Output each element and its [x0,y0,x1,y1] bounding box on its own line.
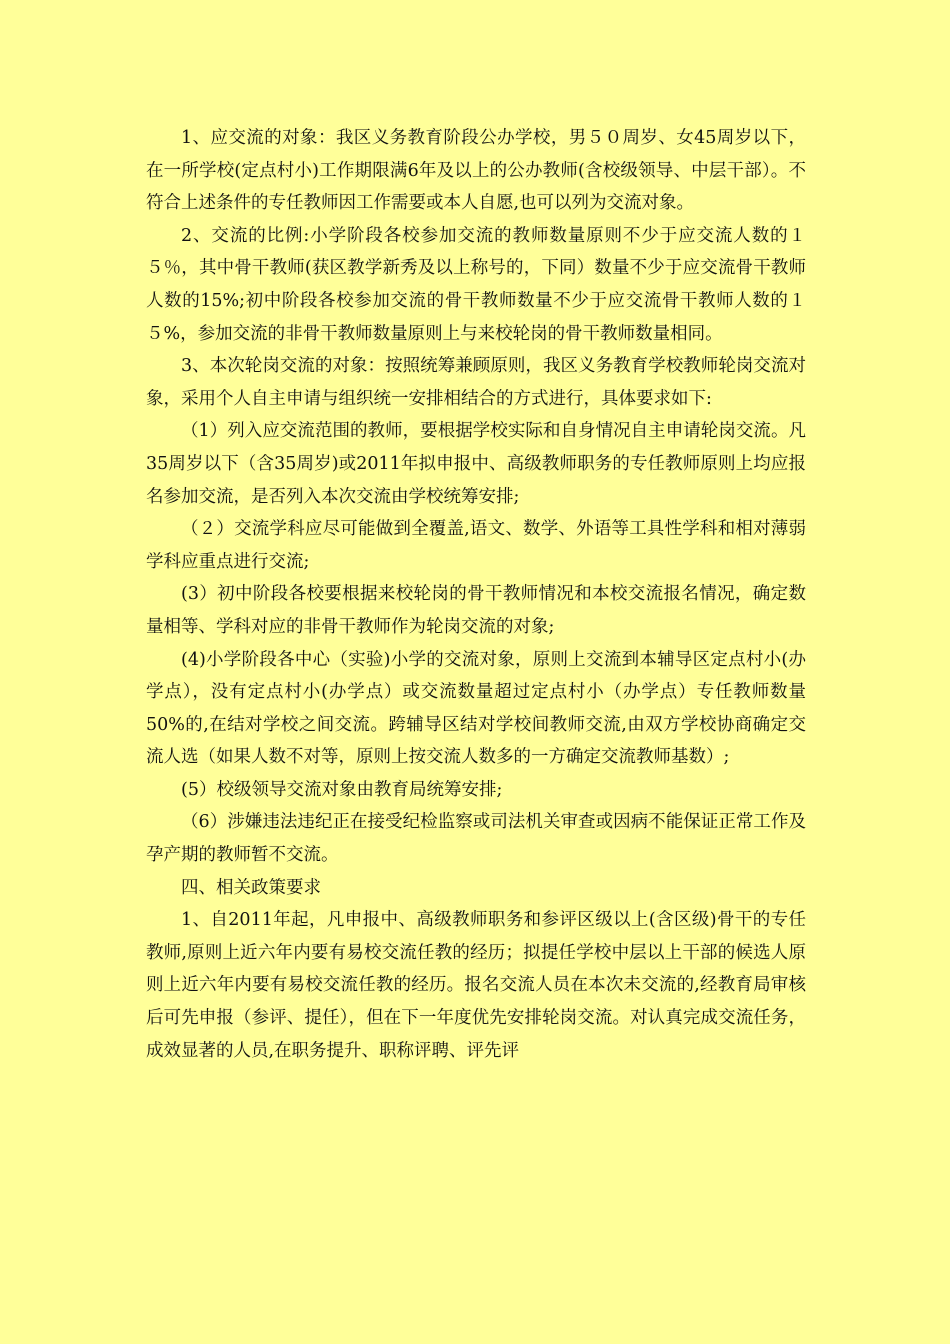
paragraph-item-2: （２）交流学科应尽可能做到全覆盖,语文、数学、外语等工具性学科和相对薄弱学科应重点进行交流; [146,519,806,572]
paragraph-2-exchange-ratio: 2、交流的比例:小学阶段各校参加交流的教师数量原则不少于应交流人数的１５％，其中骨干教师(获区教学新秀及以上称号的，下同）数量不少于应交流骨干教师人数的15%;初中阶段各校参加交流的骨干教师数量不少于应交流骨干教师人数的１５%，参加交流的非骨干教师数量原则上与来校轮岗的骨干教师数量相同。 [146,225,806,344]
paragraph-item-3: (3）初中阶段各校要根据来校轮岗的骨干教师情况和本校交流报名情况，确定数量相等、学科对应的非骨干教师作为轮岗交流的对象; [146,584,806,637]
paragraph-item-1: （1）列入应交流范围的教师，要根据学校实际和自身情况自主申请轮岗交流。凡35周岁以下（含35周岁)或2011年拟申报中、高级教师职务的专任教师原则上均应报名参加交流，是否列入本次交流由学校统筹安排; [146,421,806,507]
paragraph-1-target-of-exchange: 1、应交流的对象：我区义务教育阶段公办学校，男５０周岁、女45周岁以下，在一所学校(定点村小)工作期限满6年及以上的公办教师(含校级领导、中层干部）。不符合上述条件的专任教师因工作需要或本人自愿,也可以列为交流对象。 [146,128,806,214]
paragraph-3-rotation-targets: 3、本次轮岗交流的对象：按照统筹兼顾原则，我区义务教育学校教师轮岗交流对象，采用个人自主申请与组织统一安排相结合的方式进行，具体要求如下: [146,356,806,409]
paragraph-policy-1: 1、自2011年起，凡申报中、高级教师职务和参评区级以上(含区级)骨干的专任教师,原则上近六年内要有易校交流任教的经历；拟提任学校中层以上干部的候选人原则上近六年内要有易校交流任教的经历。报名交流人员在本次未交流的,经教育局审核后可先申报（参评、提任），但在下一年度优先安排轮岗交流。对认真完成交流任务，成效显著的人员,在职务提升、职称评聘、评先评 [146,910,806,1061]
paragraph-item-5: (5）校级领导交流对象由教育局统筹安排; [181,779,503,800]
section-heading-policy: 四、相关政策要求 [181,877,321,898]
paragraph-item-4: (4)小学阶段各中心（实验)小学的交流对象，原则上交流到本辅导区定点村小(办学点），没有定点村小(办学点）或交流数量超过定点村小（办学点）专任教师数量50%的,在结对学校之间交流。跨辅导区结对学校间教师交流,由双方学校协商确定交流人选（如果人数不对等，原则上按交流人数多的一方确定交流教师基数）; [146,649,806,768]
document-body [146,122,806,1067]
paragraph-item-6: （6）涉嫌违法违纪正在接受纪检监察或司法机关审查或因病不能保证正常工作及孕产期的教师暂不交流。 [146,812,806,866]
